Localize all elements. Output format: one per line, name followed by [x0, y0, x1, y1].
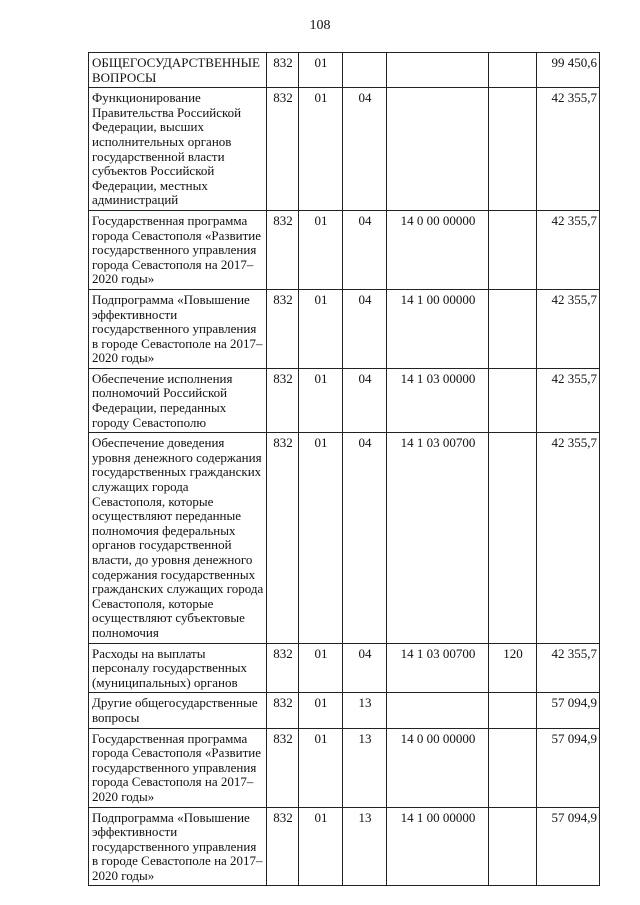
- table-row: [89, 433, 600, 643]
- section-cell: 01: [299, 368, 343, 432]
- table-row: [89, 210, 600, 289]
- item-name-cell: ОБЩЕГОСУДАРСТВЕННЫЕ ВОПРОСЫ: [89, 53, 267, 88]
- target-item-cell: 14 1 03 00700: [387, 433, 489, 643]
- subsection-cell: 04: [343, 368, 387, 432]
- item-name-cell: Обеспечение исполнения полномочий Российской Федерации, переданных городу Севастополю: [89, 368, 267, 432]
- amount-cell: 42 355,7: [537, 368, 600, 432]
- amount-cell: 57 094,9: [537, 807, 600, 886]
- table-row: [89, 368, 600, 432]
- expense-type-cell: 120: [489, 643, 537, 693]
- ministry-code-cell: 832: [267, 433, 299, 643]
- section-cell: 01: [299, 210, 343, 289]
- table-row: [89, 807, 600, 886]
- expense-type-cell: [489, 53, 537, 88]
- table-row: [89, 88, 600, 211]
- ministry-code-cell: 832: [267, 88, 299, 211]
- table-row: [89, 728, 600, 807]
- item-name-cell: Подпрограмма «Повышение эффективности государственного управления в городе Севастополе на 2017–2020 годы»: [89, 289, 267, 368]
- target-item-cell: 14 0 00 00000: [387, 728, 489, 807]
- ministry-code-cell: 832: [267, 693, 299, 728]
- item-name-cell: Функционирование Правительства Российской Федерации, высших исполнительных органов государственной власти субъектов Российской Федерации, местных администраций: [89, 88, 267, 211]
- subsection-cell: 13: [343, 693, 387, 728]
- amount-cell: 57 094,9: [537, 693, 600, 728]
- ministry-code-cell: 832: [267, 368, 299, 432]
- amount-cell: 42 355,7: [537, 433, 600, 643]
- amount-cell: 42 355,7: [537, 289, 600, 368]
- target-item-cell: [387, 53, 489, 88]
- section-cell: 01: [299, 643, 343, 693]
- expense-type-cell: [489, 807, 537, 886]
- table-row: [89, 289, 600, 368]
- ministry-code-cell: 832: [267, 807, 299, 886]
- amount-cell: 42 355,7: [537, 88, 600, 211]
- subsection-cell: 04: [343, 643, 387, 693]
- ministry-code-cell: 832: [267, 728, 299, 807]
- amount-cell: 99 450,6: [537, 53, 600, 88]
- item-name-cell: Обеспечение доведения уровня денежного содержания государственных гражданских служащих города Севастополя, которые осуществляют переданные полномочия федеральных органов государственной власти, до уровня денежного содержания государственных гражданских служащих города Севастополя, которые осуществляют субъектовые полномочия: [89, 433, 267, 643]
- subsection-cell: 04: [343, 433, 387, 643]
- section-cell: 01: [299, 88, 343, 211]
- table-row: [89, 53, 600, 88]
- ministry-code-cell: 832: [267, 210, 299, 289]
- subsection-cell: [343, 53, 387, 88]
- expense-type-cell: [489, 693, 537, 728]
- target-item-cell: [387, 693, 489, 728]
- item-name-cell: Другие общегосударственные вопросы: [89, 693, 267, 728]
- subsection-cell: 04: [343, 289, 387, 368]
- budget-table: [88, 52, 600, 886]
- section-cell: 01: [299, 433, 343, 643]
- section-cell: 01: [299, 728, 343, 807]
- amount-cell: 42 355,7: [537, 210, 600, 289]
- item-name-cell: Государственная программа города Севастополя «Развитие государственного управления города Севастополя на 2017–2020 годы»: [89, 728, 267, 807]
- expense-type-cell: [489, 728, 537, 807]
- section-cell: 01: [299, 289, 343, 368]
- target-item-cell: [387, 88, 489, 211]
- page-number: 108: [309, 18, 331, 33]
- target-item-cell: 14 1 03 00000: [387, 368, 489, 432]
- target-item-cell: 14 1 03 00700: [387, 643, 489, 693]
- section-cell: 01: [299, 807, 343, 886]
- target-item-cell: 14 1 00 00000: [387, 289, 489, 368]
- subsection-cell: 13: [343, 728, 387, 807]
- subsection-cell: 13: [343, 807, 387, 886]
- amount-cell: 42 355,7: [537, 643, 600, 693]
- section-cell: 01: [299, 53, 343, 88]
- amount-cell: 57 094,9: [537, 728, 600, 807]
- ministry-code-cell: 832: [267, 53, 299, 88]
- section-cell: 01: [299, 693, 343, 728]
- expense-type-cell: [489, 433, 537, 643]
- expense-type-cell: [489, 368, 537, 432]
- table-row: [89, 643, 600, 693]
- ministry-code-cell: 832: [267, 289, 299, 368]
- table-row: [89, 693, 600, 728]
- expense-type-cell: [489, 88, 537, 211]
- expense-type-cell: [489, 210, 537, 289]
- expense-type-cell: [489, 289, 537, 368]
- table-body: [89, 53, 600, 886]
- item-name-cell: Подпрограмма «Повышение эффективности государственного управления в городе Севастополе на 2017–2020 годы»: [89, 807, 267, 886]
- item-name-cell: Государственная программа города Севастополя «Развитие государственного управления города Севастополя на 2017–2020 годы»: [89, 210, 267, 289]
- item-name-cell: Расходы на выплаты персоналу государственных (муниципальных) органов: [89, 643, 267, 693]
- subsection-cell: 04: [343, 88, 387, 211]
- target-item-cell: 14 1 00 00000: [387, 807, 489, 886]
- ministry-code-cell: 832: [267, 643, 299, 693]
- subsection-cell: 04: [343, 210, 387, 289]
- target-item-cell: 14 0 00 00000: [387, 210, 489, 289]
